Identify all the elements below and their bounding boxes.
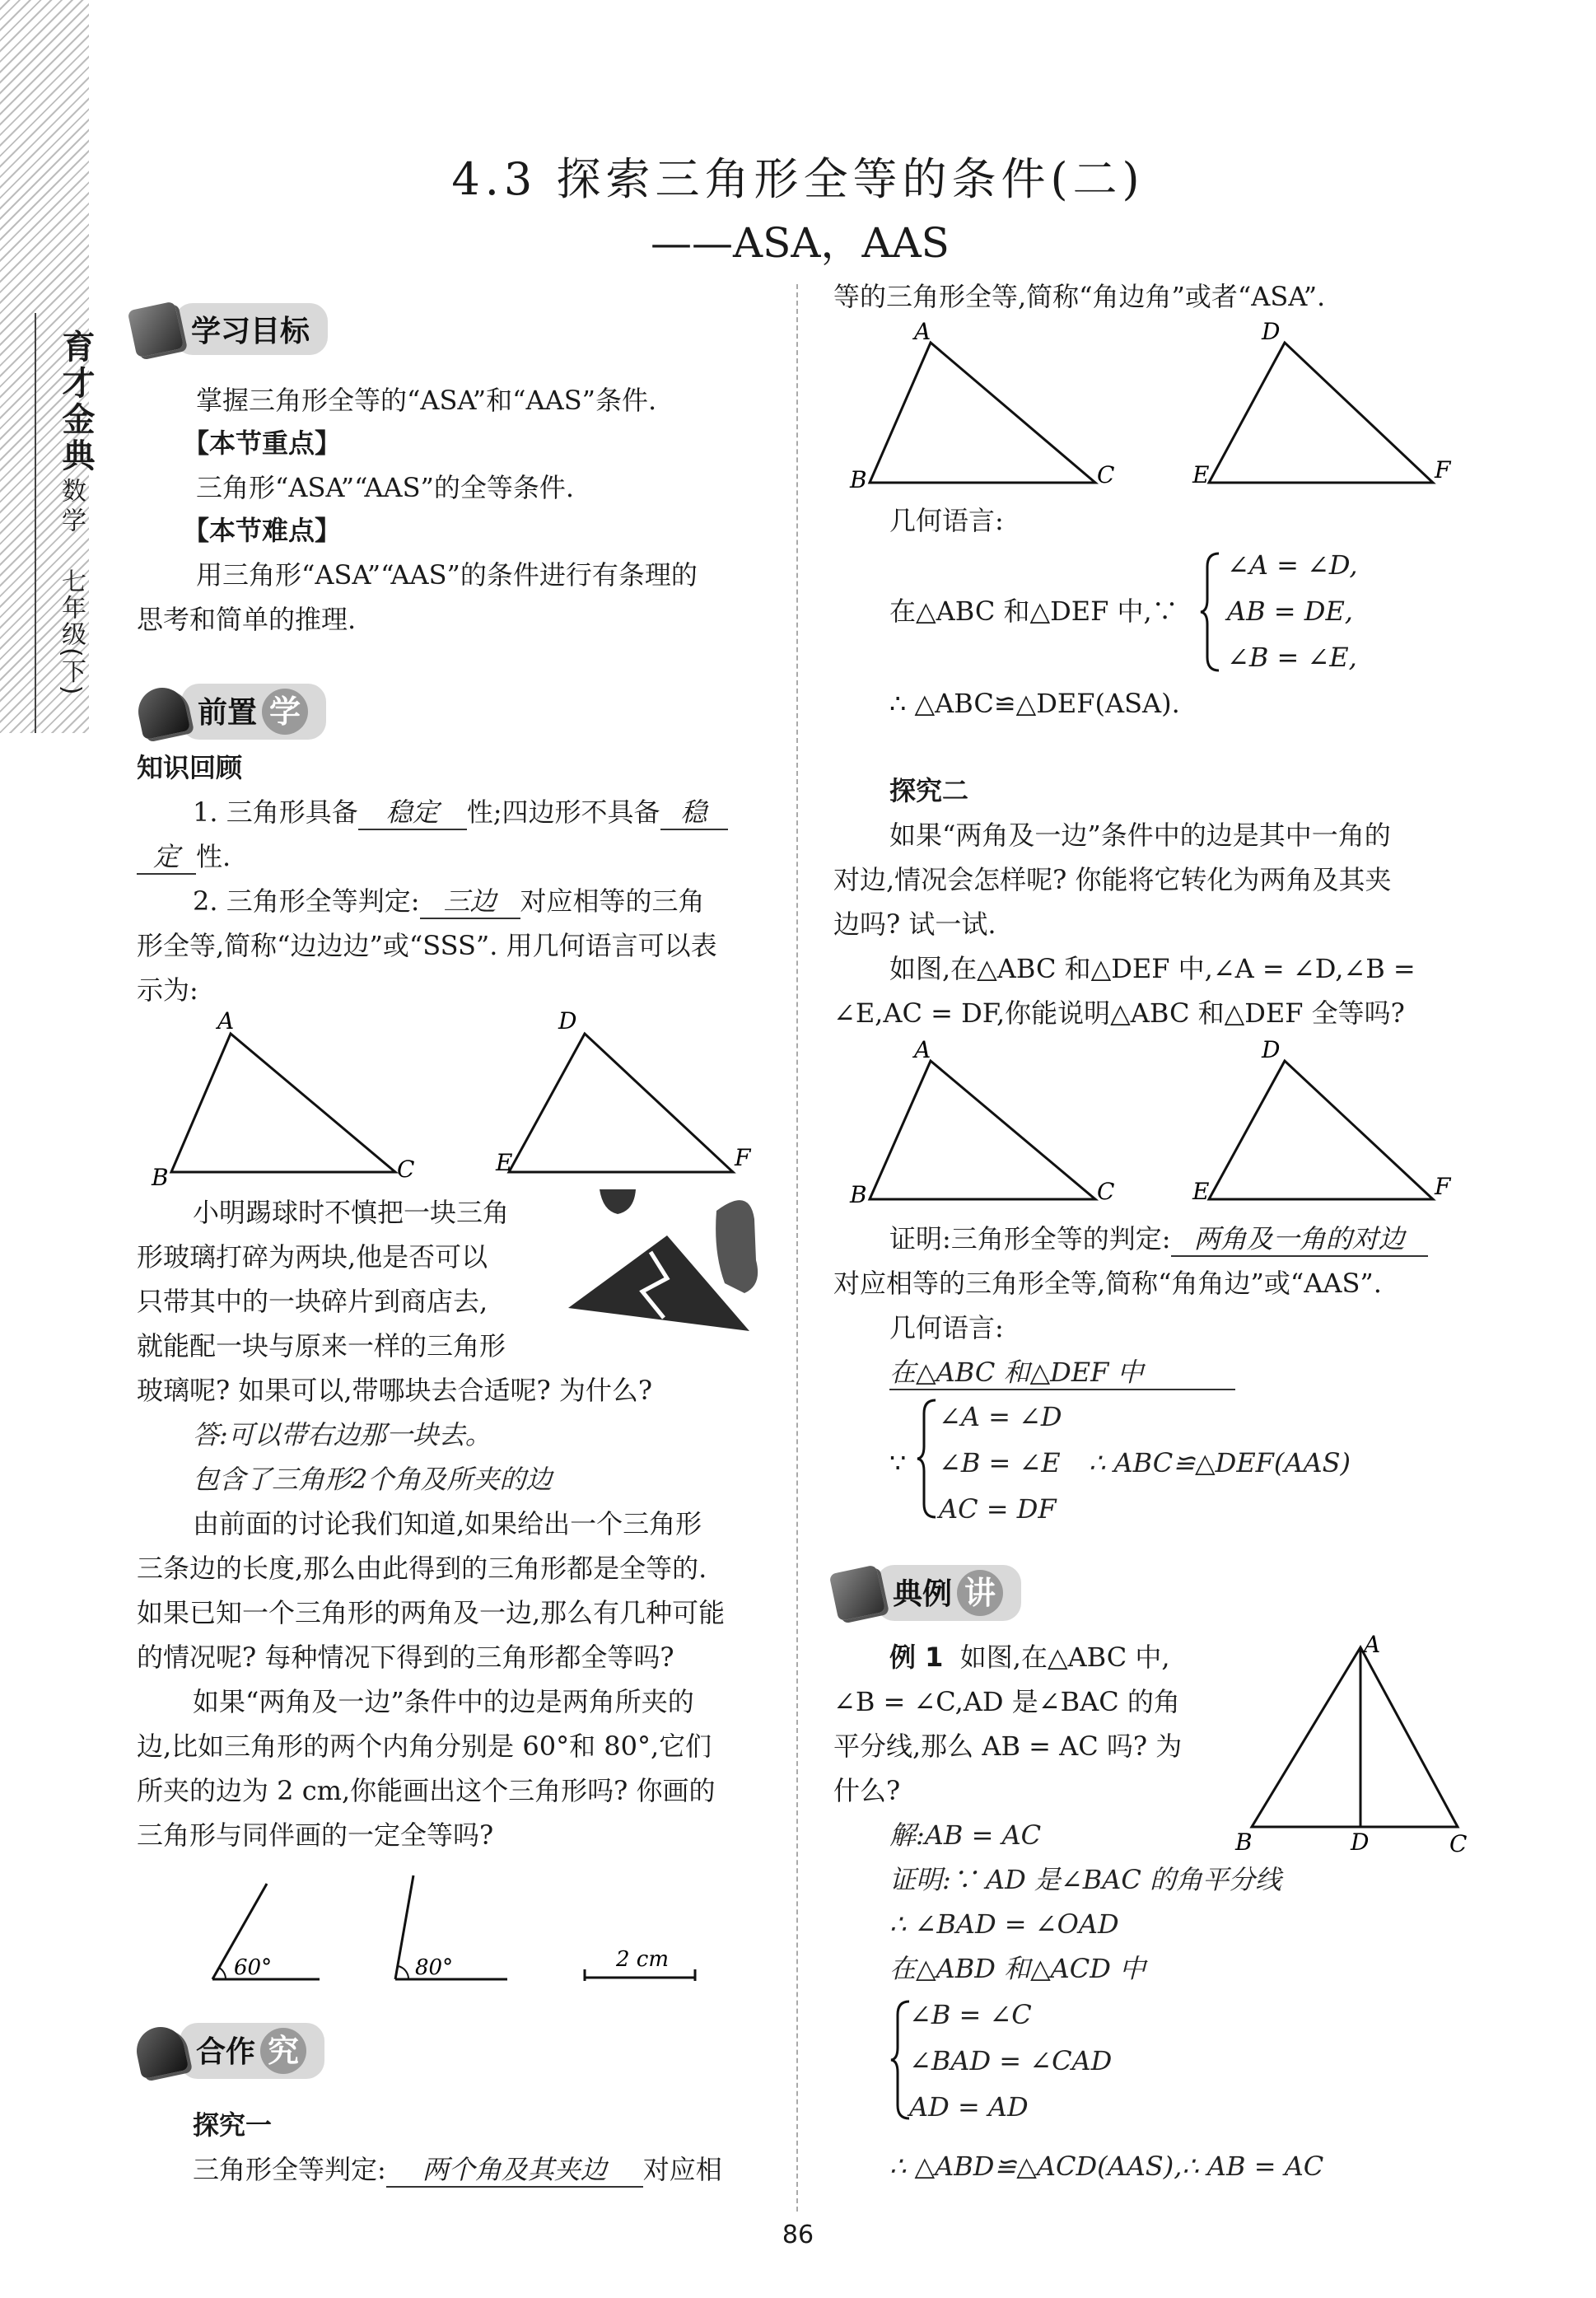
label-B: B bbox=[152, 1164, 169, 1190]
page-number: 86 bbox=[782, 2221, 814, 2249]
explore-1-answer: 两个角及其夹边 bbox=[386, 2153, 643, 2188]
explore-2-text-5: ∠E,AC = DF,你能说明△ABC 和△DEF 全等吗? bbox=[833, 997, 1405, 1029]
label-D: D bbox=[558, 1009, 577, 1035]
triangle-def bbox=[509, 1034, 733, 1172]
aas-given-intro: 在△ABC 和△DEF 中 bbox=[889, 1356, 1235, 1390]
explore-2-text-3: 边吗? 试一试. bbox=[833, 908, 996, 940]
q2-text-a: 2. 三角形全等判定: bbox=[193, 885, 420, 917]
label-E: E bbox=[1192, 1178, 1210, 1205]
explore-2-text-2: 对边,情况会怎样呢? 你能将它转化为两角及其夹 bbox=[833, 864, 1392, 895]
label-C: C bbox=[397, 1156, 415, 1183]
answer-1: 答:可以带右边那一块去。 bbox=[193, 1419, 492, 1450]
q1-line bbox=[193, 796, 728, 830]
page-title: 4.3 探索三角形全等的条件(二) bbox=[451, 153, 1145, 205]
solution-3: ∴ ∠BAD = ∠OAD bbox=[889, 1908, 1119, 1940]
asa-given-intro: 在△ABC 和△DEF 中,∵ bbox=[889, 596, 1178, 627]
diff-title: 【本节难点】 bbox=[183, 515, 342, 546]
geo-language-2: 几何语言: bbox=[889, 1312, 1004, 1343]
section-badge-goals bbox=[132, 303, 328, 355]
solution-8: ∴ △ABD≌△ACD(AAS),∴ AB = AC bbox=[889, 2151, 1324, 2182]
q1-answer-2a: 稳 bbox=[660, 796, 728, 830]
label-D: D bbox=[1351, 1829, 1370, 1856]
label-E: E bbox=[496, 1149, 513, 1176]
label-A: A bbox=[914, 1038, 931, 1063]
because-symbol: ∵ bbox=[889, 1447, 907, 1478]
discussion-7: 所夹的边为 2 cm,你能画出这个三角形吗? 你画的 bbox=[137, 1775, 716, 1806]
explore-2-text-1: 如果“两角及一边”条件中的边是其中一角的 bbox=[889, 820, 1391, 851]
section-title-coop: 合作 究 bbox=[180, 2023, 324, 2079]
explore-1-text-c: 等的三角形全等,简称“角边角”或者“ASA”. bbox=[833, 281, 1326, 312]
key-title: 【本节重点】 bbox=[183, 427, 342, 459]
label-F: F bbox=[1435, 456, 1451, 483]
cube-icon bbox=[128, 301, 184, 357]
label-A: A bbox=[217, 1009, 235, 1035]
section-badge-coop bbox=[137, 2023, 324, 2079]
diff-text-2: 思考和简单的推理. bbox=[137, 604, 357, 635]
triangle-abc bbox=[171, 1034, 395, 1172]
cube-icon bbox=[829, 1565, 886, 1622]
q1-answer-2b: 定 bbox=[137, 840, 196, 875]
side-subject: 数学 bbox=[57, 478, 86, 537]
label-B: B bbox=[1235, 1829, 1253, 1856]
label-D: D bbox=[1262, 1038, 1281, 1063]
section-badge-pre bbox=[138, 684, 326, 740]
brace-icon bbox=[1199, 550, 1224, 674]
section-title-goals: 学习目标 bbox=[175, 303, 328, 355]
aas-triangles-figure bbox=[840, 1038, 1482, 1219]
label-D: D bbox=[1262, 320, 1281, 345]
asa-cond-3: ∠B = ∠E, bbox=[1227, 642, 1357, 673]
discussion-4: 的情况呢? 每种情况下得到的三角形都全等吗? bbox=[137, 1642, 674, 1673]
q2-answer: 三边 bbox=[420, 885, 520, 919]
explore-1-text-b: 对应相 bbox=[642, 2154, 722, 2185]
side-grade: 七年级(下) bbox=[57, 568, 86, 697]
aas-cond-2: ∠B = ∠E bbox=[939, 1447, 1061, 1478]
review-title: 知识回顾 bbox=[137, 752, 243, 783]
q1-text-c: 性. bbox=[196, 841, 231, 872]
asa-cond-2: AB = DE, bbox=[1227, 596, 1353, 627]
discussion-5: 如果“两角及一边”条件中的边是两角所夹的 bbox=[193, 1686, 694, 1717]
label-F: F bbox=[735, 1144, 751, 1171]
angle-60-label: 60° bbox=[234, 1955, 273, 1980]
isosceles-triangle-figure bbox=[1227, 1631, 1474, 1861]
solution-4: 在△ABD 和△ACD 中 bbox=[889, 1953, 1146, 1984]
example-q-1: 如图,在△ABC 中, bbox=[959, 1642, 1170, 1673]
side-rule bbox=[35, 313, 36, 733]
section-title-example: 典例 讲 bbox=[876, 1565, 1021, 1621]
solution-5: ∠B = ∠C bbox=[909, 1999, 1032, 2030]
story-2: 形玻璃打碎为两块,他是否可以 bbox=[137, 1241, 488, 1273]
page-subtitle: ——ASA，AAS bbox=[651, 219, 950, 267]
solution-2: 证明:∵ AD 是∠BAC 的角平分线 bbox=[889, 1864, 1281, 1895]
column-divider bbox=[796, 284, 798, 2212]
explore-1-text-a: 三角形全等判定: bbox=[193, 2154, 386, 2185]
discussion-3: 如果已知一个三角形的两角及一边,那么有几种可能 bbox=[137, 1597, 726, 1628]
angle-80-label: 80° bbox=[415, 1955, 454, 1980]
story-1: 小明踢球时不慎把一块三角 bbox=[193, 1197, 510, 1228]
label-B: B bbox=[850, 1181, 867, 1208]
label-A: A bbox=[914, 320, 931, 345]
aas-cond-3: AC = DF bbox=[939, 1493, 1057, 1525]
discussion-1: 由前面的讨论我们知道,如果给出一个三角形 bbox=[193, 1508, 702, 1539]
section-title-pre: 前置 学 bbox=[181, 684, 326, 740]
label-C: C bbox=[1097, 461, 1115, 488]
q1-text-a: 1. 三角形具备 bbox=[193, 796, 358, 828]
segment-2cm-label: 2 cm bbox=[616, 1947, 670, 1972]
example-label: 例 1 bbox=[889, 1642, 944, 1673]
proof-text-b: 对应相等的三角形全等,简称“角角边”或“AAS”. bbox=[833, 1268, 1382, 1299]
solution-6: ∠BAD = ∠CAD bbox=[909, 2045, 1113, 2076]
asa-cond-1: ∠A = ∠D, bbox=[1227, 549, 1358, 581]
goals-text: 掌握三角形全等的“ASA”和“AAS”条件. bbox=[196, 385, 657, 416]
q1-answer-1: 稳定 bbox=[358, 796, 467, 830]
fragment-icon bbox=[600, 1189, 636, 1214]
label-F: F bbox=[1435, 1173, 1451, 1200]
label-B: B bbox=[850, 466, 867, 493]
side-brand: 育才金典 bbox=[57, 329, 95, 474]
q2-text-b: 对应相等的三角 bbox=[520, 885, 705, 917]
solution-7: AD = AD bbox=[909, 2091, 1029, 2123]
label-C: C bbox=[1449, 1830, 1468, 1857]
discussion-8: 三角形与同伴画的一定全等吗? bbox=[137, 1819, 494, 1851]
example-q-3: 平分线,那么 AB = AC 吗? 为 bbox=[833, 1731, 1183, 1762]
angle-segment-figures bbox=[198, 1866, 708, 1989]
sss-triangles-figure bbox=[140, 1009, 782, 1190]
story-5: 玻璃呢? 如果可以,带哪块去合适呢? 为什么? bbox=[137, 1375, 652, 1406]
story-3: 只带其中的一块碎片到商店去, bbox=[137, 1286, 488, 1317]
asa-triangles-figure bbox=[840, 320, 1482, 501]
explore-2-text-4: 如图,在△ABC 和△DEF 中,∠A = ∠D,∠B = bbox=[889, 953, 1416, 984]
q2-text-d: 示为: bbox=[137, 974, 198, 1006]
key-text: 三角形“ASA”“AAS”的全等条件. bbox=[196, 472, 575, 503]
answer-2: 包含了三角形2个角及所夹的边 bbox=[193, 1464, 553, 1495]
brace-icon bbox=[916, 1397, 940, 1520]
explore-1-title: 探究一 bbox=[193, 2109, 273, 2141]
solution-1: 解:AB = AC bbox=[889, 1819, 1042, 1851]
figure-icon bbox=[133, 2023, 189, 2080]
q1-text-b: 性;四边形不具备 bbox=[466, 796, 660, 828]
example-q-2: ∠B = ∠C,AD 是∠BAC 的角 bbox=[833, 1686, 1180, 1717]
diff-text-1: 用三角形“ASA”“AAS”的条件进行有条理的 bbox=[196, 559, 698, 591]
section-badge-example bbox=[833, 1565, 1021, 1621]
q2-text-c: 形全等,简称“边边边”或“SSS”. 用几何语言可以表 bbox=[137, 930, 717, 961]
aas-cond-1: ∠A = ∠D bbox=[939, 1401, 1062, 1432]
example-q-4: 什么? bbox=[833, 1775, 901, 1806]
aas-conclusion: ∴ ABC≌△DEF(AAS) bbox=[1089, 1447, 1351, 1478]
story-4: 就能配一块与原来一样的三角形 bbox=[137, 1330, 506, 1362]
label-A: A bbox=[1364, 1631, 1381, 1658]
discussion-2: 三条边的长度,那么由此得到的三角形都是全等的. bbox=[137, 1553, 707, 1584]
figure-icon bbox=[134, 684, 191, 740]
geo-language-1: 几何语言: bbox=[889, 505, 1004, 536]
discussion-6: 边,比如三角形的两个内角分别是 60°和 80°,它们 bbox=[137, 1731, 712, 1762]
label-C: C bbox=[1097, 1178, 1115, 1205]
hand-icon bbox=[716, 1200, 758, 1293]
label-E: E bbox=[1192, 461, 1210, 488]
asa-conclusion: ∴ △ABC≌△DEF(ASA). bbox=[889, 688, 1180, 719]
proof-answer: 两角及一角的对边 bbox=[1171, 1222, 1428, 1257]
broken-glass-illustration bbox=[560, 1186, 774, 1343]
proof-text-a: 证明:三角形全等的判定: bbox=[889, 1223, 1171, 1254]
explore-2-title: 探究二 bbox=[889, 775, 969, 806]
